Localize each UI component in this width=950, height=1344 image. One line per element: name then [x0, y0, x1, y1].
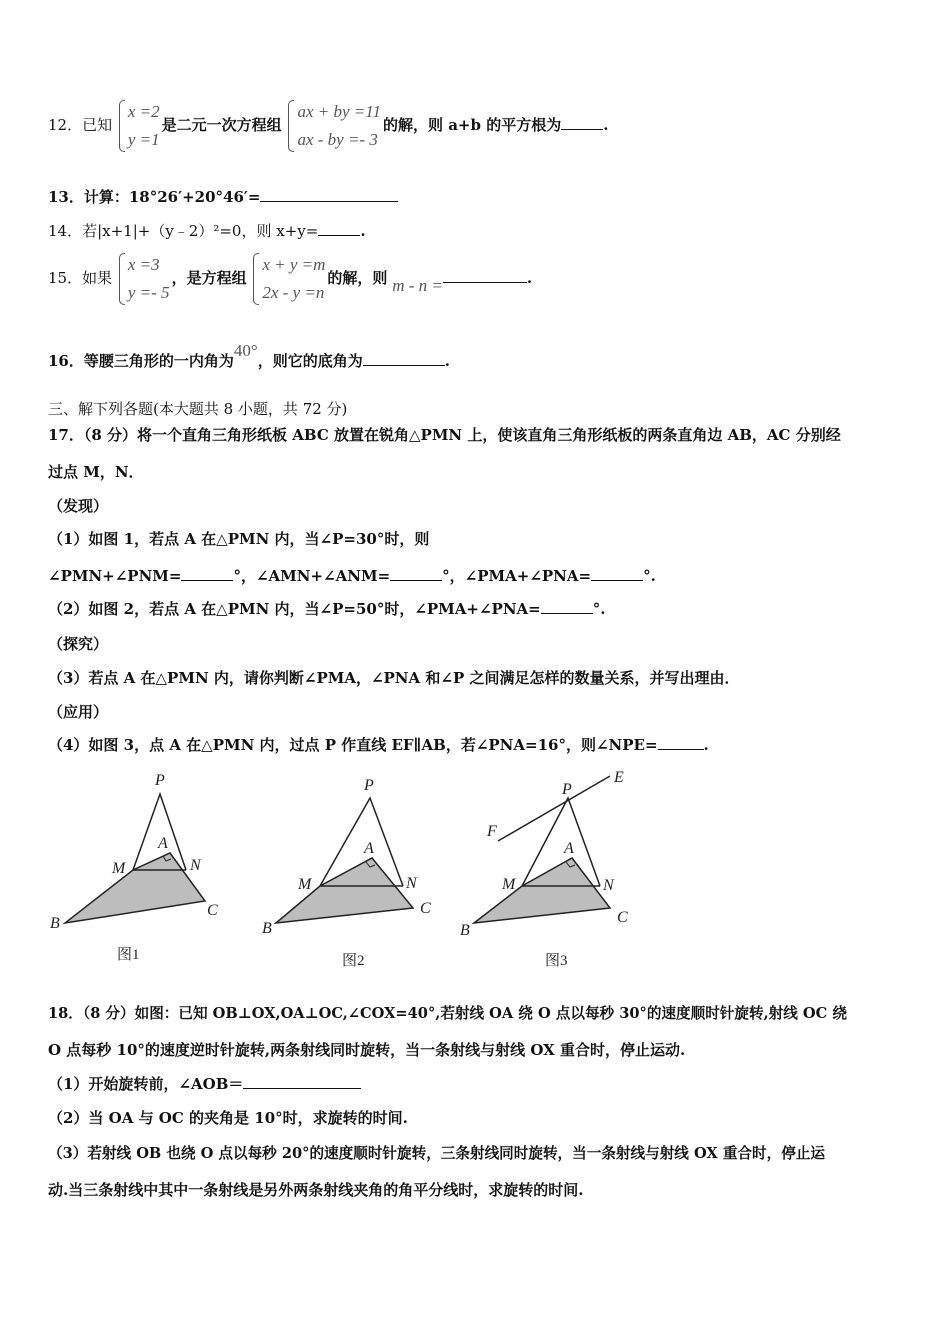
fig1-label-n: N [190, 857, 201, 874]
q14-answer-blank [318, 221, 360, 236]
fig3-caption: 图3 [545, 953, 568, 969]
q15-equation-system: x + y =m 2x - y =n [253, 251, 325, 307]
fig2-caption: 图2 [342, 953, 365, 969]
fig2-label-a: A [364, 840, 374, 857]
geometry-figures [0, 768, 950, 978]
q12-equation-system: ax + by =11 ax - by =- 3 [288, 98, 381, 154]
figure-3 [460, 769, 628, 969]
question-16: 16．等腰三角形的一内角为40°，则它的底角为 . [48, 341, 450, 370]
fig2-label-n: N [406, 875, 417, 892]
q18-part2: （2）当 OA 与 OC 的夹角是 10°时，求旋转的时间. [48, 1109, 408, 1127]
fig3-label-f: F [487, 823, 497, 840]
q17-part1-b: ∠PMN+∠PNM= °，∠AMN+∠ANM= °，∠PMA+∠PNA= °. [48, 567, 656, 585]
q17-part3: （3）若点 A 在△PMN 内，请你判断∠PMA，∠PNA 和∠P 之间满足怎样的数量关系，并写出理由． [48, 669, 740, 687]
q18-line1: 18．（8 分）如图：已知 OB⊥OX,OA⊥OC,∠COX=40°,若射线 OA 绕 O 点以每秒 30°的速度顺时针旋转,射线 OC 绕 [48, 1005, 847, 1022]
q17-part4: （4）如图 3，点 A 在△PMN 内，过点 P 作直线 EF∥AB，若∠PNA=16°，则∠NPE= . [48, 736, 709, 754]
fig3-label-b: B [460, 922, 470, 939]
q17-part2: （2）如图 2，若点 A 在△PMN 内，当∠P=50°时，∠PMA+∠PNA= °. [48, 600, 606, 618]
fig1-label-p: P [155, 772, 165, 789]
q16-answer-blank [363, 351, 445, 366]
fig3-label-m: M [502, 876, 516, 893]
q17-discover-heading: （发现） [48, 497, 109, 515]
q12-tail-text: 的解，则 a+b 的平方根为 [382, 116, 562, 134]
fig1-label-b: B [50, 915, 60, 932]
q18-part1: （1）开始旋转前，∠AOB＝ [48, 1073, 361, 1094]
fig1-caption: 图1 [117, 947, 140, 963]
q18-line2: O 点每秒 10°的速度逆时针旋转,两条射线同时旋转，当一条射线与射线 OX 重合时，停止运动. [48, 1041, 686, 1059]
fig3-label-c: C [617, 909, 628, 926]
q12-middle-text: 是二元一次方程组 [161, 116, 282, 134]
q18-part3-a: （3）若射线 OB 也绕 O 点以每秒 20°的速度顺时针旋转，三条射线同时旋转，当一条射线与射线 OX 重合时，停止运 [48, 1145, 825, 1162]
figure-2 [262, 777, 431, 969]
q13-answer-blank [260, 187, 398, 202]
q17-apply-heading: （应用） [48, 703, 109, 721]
q16-angle: 40° [233, 341, 258, 360]
q17-line2: 过点 M，N． [48, 463, 144, 481]
q15-answer-blank [443, 268, 527, 283]
question-14: 14．若|x+1|+（y﹣2）²=0，则 x+y= . [48, 222, 366, 240]
q12-number: 12．已知 [48, 116, 113, 134]
fig1-label-a: A [158, 835, 168, 852]
fig1-label-m: M [112, 860, 126, 877]
fig3-label-a: A [564, 840, 574, 857]
q12-answer-blank [561, 115, 603, 130]
fig2-label-c: C [420, 900, 431, 917]
q17-line1: 17．（8 分）将一个直角三角形纸板 ABC 放置在锐角△PMN 上，使该直角三角形纸板的两条直角边 AB，AC 分别经 [48, 426, 841, 444]
q12-solution-system: x =2 y =1 [119, 98, 160, 154]
fig3-label-n: N [603, 877, 614, 894]
question-15: 15．如果 x =3 y =- 5 ，是方程组 x + y =m 2x - y =n 的解，则 m - n = . [48, 251, 532, 307]
fig2-label-p: P [364, 777, 374, 794]
q18-part3-b: 动.当三条射线中其中一条射线是另外两条射线夹角的角平分线时，求旋转的时间. [48, 1181, 584, 1199]
q17-explore-heading: （探究） [48, 635, 109, 653]
q17-part1-a: （1）如图 1，若点 A 在△PMN 内，当∠P=30°时，则 [48, 530, 430, 548]
fig2-label-b: B [262, 920, 272, 937]
q15-number: 15．如果 [48, 269, 113, 287]
fig1-label-c: C [207, 902, 218, 919]
fig2-label-m: M [298, 876, 312, 893]
fig3-label-p: P [562, 781, 572, 798]
fig3-label-e: E [614, 769, 624, 786]
q15-expression: m - n = [392, 276, 443, 295]
figure-1 [50, 772, 218, 963]
section-title: 三、解下列各题(本大题共 8 小题，共 72 分) [48, 400, 348, 418]
question-12: 12．已知 x =2 y =1 是二元一次方程组 ax + by =11 ax - by =- 3 的解，则 a+b 的平方根为 . [48, 98, 608, 154]
question-13: 13．计算：18°26′+20°46′= [48, 186, 398, 207]
q15-solution-system: x =3 y =- 5 [119, 251, 170, 307]
